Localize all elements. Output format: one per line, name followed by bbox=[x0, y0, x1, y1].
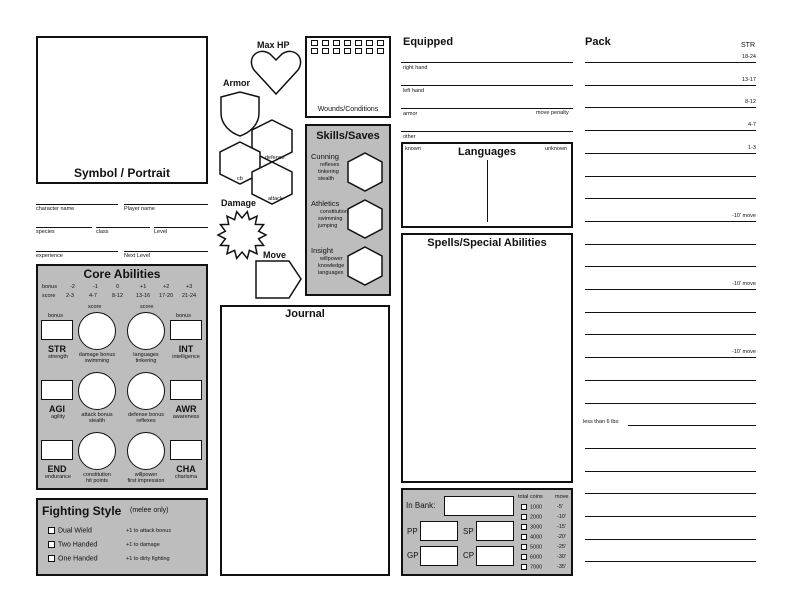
wound-checkbox[interactable] bbox=[333, 40, 340, 46]
score-range: 17-20 bbox=[159, 293, 174, 299]
skill-hex[interactable] bbox=[347, 199, 383, 239]
str-range: 13-17 bbox=[741, 76, 756, 83]
checkbox-icon[interactable] bbox=[48, 555, 55, 562]
checkbox-icon[interactable] bbox=[521, 504, 527, 510]
fighting-style-subtitle: (melee only) bbox=[130, 507, 169, 514]
languages-divider bbox=[487, 160, 488, 222]
pack-move-penalty: -10' move bbox=[732, 212, 756, 219]
bank-move-header: move bbox=[555, 494, 569, 500]
pack-line[interactable] bbox=[585, 107, 756, 108]
fighting-style-option[interactable] bbox=[48, 555, 98, 562]
ability-abbr: INT bbox=[178, 344, 194, 354]
checkbox-icon[interactable] bbox=[48, 527, 55, 534]
pack-line[interactable] bbox=[585, 244, 756, 245]
pack-line[interactable] bbox=[585, 539, 756, 540]
wounds-label: Wounds/Conditions bbox=[317, 106, 379, 113]
gp-input[interactable] bbox=[420, 546, 458, 566]
ability-score-circle[interactable] bbox=[78, 432, 116, 470]
pack-line[interactable] bbox=[585, 198, 756, 199]
skill-item: swimming bbox=[318, 216, 343, 222]
core-abilities-title: Core Abilities bbox=[83, 267, 161, 281]
hex-attack-label: attack bbox=[268, 196, 283, 202]
ability-abbr: AWR bbox=[175, 404, 197, 414]
ability-name: endurance bbox=[45, 474, 71, 480]
ability-bonus-box[interactable] bbox=[41, 380, 73, 400]
bonus-value: 0 bbox=[116, 284, 120, 290]
score-range: 2-3 bbox=[66, 293, 74, 299]
coin-move: -35' bbox=[557, 564, 566, 570]
ability-abbr: END bbox=[47, 464, 67, 474]
pack-line[interactable] bbox=[628, 425, 756, 426]
sp-label: SP bbox=[463, 527, 474, 536]
species-label: species bbox=[36, 229, 55, 235]
coin-move: -20' bbox=[557, 534, 566, 540]
level-line[interactable] bbox=[154, 227, 208, 228]
str-range: 18-24 bbox=[741, 54, 756, 60]
fighting-style-title: Fighting Style bbox=[42, 504, 122, 518]
checkbox-icon[interactable] bbox=[521, 544, 527, 550]
ability-name: strength bbox=[48, 354, 68, 360]
bank-coin-row[interactable] bbox=[521, 504, 542, 510]
pack-line[interactable] bbox=[585, 62, 756, 63]
pack-line[interactable] bbox=[585, 561, 756, 562]
wound-checkbox[interactable] bbox=[344, 48, 351, 54]
bank-coin-row[interactable] bbox=[521, 564, 542, 570]
pack-line[interactable] bbox=[585, 153, 756, 154]
pack-line[interactable] bbox=[585, 471, 756, 472]
checkbox-icon[interactable] bbox=[521, 554, 527, 560]
ability-bonus-box[interactable] bbox=[170, 320, 202, 340]
languages-title: Languages bbox=[457, 146, 517, 158]
wound-checkbox[interactable] bbox=[366, 40, 373, 46]
checkbox-icon[interactable] bbox=[521, 564, 527, 570]
ability-abbr: AGI bbox=[48, 404, 65, 414]
pack-line[interactable] bbox=[585, 516, 756, 517]
player-name-label: Player name bbox=[124, 206, 155, 212]
skill-group-name: Insight bbox=[311, 246, 334, 255]
ability-score-circle[interactable] bbox=[78, 372, 116, 410]
ability-score-circle[interactable] bbox=[127, 372, 165, 410]
hex-cb-label: cb bbox=[237, 176, 243, 182]
skill-group-name: Cunning bbox=[311, 152, 339, 161]
pp-input[interactable] bbox=[420, 521, 458, 541]
score-range: 8-12 bbox=[112, 293, 124, 299]
languages-known: known bbox=[405, 146, 421, 152]
ability-score-circle[interactable] bbox=[78, 312, 116, 350]
skill-item: constitution bbox=[320, 209, 348, 215]
portrait-title: Symbol / Portrait bbox=[73, 166, 171, 180]
bank-label: In Bank: bbox=[406, 501, 436, 510]
ability-bonus-box[interactable] bbox=[170, 380, 202, 400]
bank-coin-row[interactable] bbox=[521, 524, 542, 530]
ability-skill: first impression bbox=[127, 478, 165, 484]
pack-line[interactable] bbox=[585, 448, 756, 449]
str-range: 4-7 bbox=[748, 122, 756, 129]
bank-input[interactable] bbox=[444, 496, 514, 516]
sp-input[interactable] bbox=[476, 521, 514, 541]
ability-skill: languages bbox=[133, 352, 159, 358]
ability-name: intelligence bbox=[172, 354, 200, 360]
wound-checkbox[interactable] bbox=[311, 48, 318, 54]
skill-item: jumping bbox=[318, 223, 338, 229]
bonus-col-header-2: bonus bbox=[176, 313, 191, 319]
spells-box[interactable] bbox=[401, 233, 573, 483]
coin-move: -15' bbox=[557, 524, 566, 530]
pack-title: Pack bbox=[585, 36, 611, 48]
ability-skill: reflexes bbox=[136, 418, 156, 424]
ability-abbr: STR bbox=[48, 344, 66, 354]
equipped-slot-line[interactable] bbox=[401, 108, 573, 109]
pack-line[interactable] bbox=[585, 493, 756, 494]
equipped-slot-line[interactable] bbox=[401, 62, 573, 63]
ability-skill: constitution bbox=[83, 472, 111, 478]
skill-item: stealth bbox=[318, 176, 335, 182]
fighting-style-effect: +1 to damage bbox=[126, 542, 160, 548]
score-row-label: score bbox=[42, 293, 56, 299]
bank-coin-row[interactable] bbox=[521, 554, 542, 560]
score-range: 13-16 bbox=[136, 293, 151, 299]
score-range: 21-24 bbox=[182, 293, 197, 299]
class-line[interactable] bbox=[96, 227, 150, 228]
checkbox-icon[interactable] bbox=[521, 514, 527, 520]
experience-label: experience bbox=[36, 253, 63, 259]
equipped-slot-line[interactable] bbox=[401, 131, 573, 132]
wound-checkbox[interactable] bbox=[322, 40, 329, 46]
pack-line[interactable] bbox=[585, 130, 756, 131]
journal-title: Journal bbox=[285, 308, 325, 320]
bonus-value: +1 bbox=[140, 284, 147, 290]
checkbox-icon[interactable] bbox=[521, 534, 527, 540]
level-label: Level bbox=[154, 229, 168, 235]
coin-move: -10' bbox=[557, 514, 566, 520]
ability-skill: tinkering bbox=[135, 358, 157, 364]
ability-abbr: CHA bbox=[176, 464, 196, 474]
species-line[interactable] bbox=[36, 227, 92, 228]
max-hp-label: Max HP bbox=[257, 40, 290, 50]
heart-icon[interactable] bbox=[250, 48, 302, 96]
ability-skill: attack bonus bbox=[81, 412, 113, 418]
coin-count: 3000 bbox=[530, 524, 543, 531]
bonus-value: +3 bbox=[186, 284, 193, 290]
journal-box[interactable] bbox=[220, 305, 390, 576]
fighting-style-name: One Handed bbox=[58, 555, 98, 563]
wound-checkbox[interactable] bbox=[377, 48, 384, 54]
pack-line[interactable] bbox=[585, 380, 756, 381]
ability-score-circle[interactable] bbox=[127, 312, 165, 350]
hex-cluster[interactable] bbox=[218, 118, 302, 204]
pack-move-penalty: -10' move bbox=[732, 281, 756, 287]
coin-count: 1000 bbox=[530, 504, 543, 511]
equipped-title: Equipped bbox=[403, 36, 454, 48]
wound-checkbox[interactable] bbox=[355, 48, 362, 54]
ability-score-circle[interactable] bbox=[127, 432, 165, 470]
bank-coin-row[interactable] bbox=[521, 514, 542, 520]
bonus-value: -2 bbox=[70, 284, 75, 290]
ability-bonus-box[interactable] bbox=[170, 440, 202, 460]
experience-line[interactable] bbox=[36, 251, 118, 252]
bonus-value: -1 bbox=[93, 284, 98, 290]
total-coins-header: total coins bbox=[518, 494, 543, 500]
wound-checkbox[interactable] bbox=[322, 48, 329, 54]
pp-label: PP bbox=[407, 527, 418, 536]
gp-label: GP bbox=[407, 551, 419, 560]
bonus-row-label: bonus bbox=[42, 284, 57, 290]
cp-input[interactable] bbox=[476, 546, 514, 566]
ability-name: awareness bbox=[172, 414, 200, 420]
wound-checkbox[interactable] bbox=[333, 48, 340, 54]
checkbox-icon[interactable] bbox=[521, 524, 527, 530]
fighting-style-effect: +1 to attack bonus bbox=[126, 528, 172, 534]
hex-defense-label: defense bbox=[265, 155, 285, 161]
fighting-style-effect: +1 to dirty fighting bbox=[126, 556, 170, 562]
character-name-line[interactable] bbox=[36, 204, 118, 205]
fighting-style-name: Two Handed bbox=[58, 541, 98, 549]
fighting-style-option[interactable] bbox=[48, 527, 92, 534]
str-label: STR bbox=[741, 42, 755, 49]
player-name-line[interactable] bbox=[124, 204, 208, 205]
wound-checkbox[interactable] bbox=[377, 40, 384, 46]
armor-label: Armor bbox=[223, 78, 251, 88]
wound-checkbox[interactable] bbox=[344, 40, 351, 46]
wound-checkbox[interactable] bbox=[355, 40, 362, 46]
pack-line[interactable] bbox=[585, 85, 756, 86]
move-penalty-label: move penalty bbox=[536, 110, 569, 116]
fighting-style-option[interactable] bbox=[48, 541, 97, 548]
coin-count: 4000 bbox=[530, 534, 543, 541]
ability-skill: willpower bbox=[134, 472, 158, 478]
next-level-line[interactable] bbox=[124, 251, 208, 252]
coin-move: -5' bbox=[557, 504, 563, 510]
wound-checkbox[interactable] bbox=[366, 48, 373, 54]
coin-count: 2000 bbox=[530, 514, 543, 521]
damage-label: Damage bbox=[221, 198, 257, 208]
coin-move: -30' bbox=[557, 554, 566, 560]
equipped-slot-label: armor bbox=[403, 111, 418, 117]
pack-line[interactable] bbox=[585, 357, 756, 358]
skill-item: reflexes bbox=[320, 162, 340, 168]
pack-line[interactable] bbox=[585, 289, 756, 290]
checkbox-icon[interactable] bbox=[48, 541, 55, 548]
pack-line[interactable] bbox=[585, 176, 756, 177]
fighting-style-name: Dual Wield bbox=[58, 527, 92, 535]
pack-line[interactable] bbox=[585, 312, 756, 313]
skill-hex[interactable] bbox=[347, 246, 383, 286]
equipped-slot-line[interactable] bbox=[401, 85, 573, 86]
equipped-slot-label: other bbox=[403, 134, 416, 140]
ability-name: charisma bbox=[174, 474, 198, 480]
skill-item: languages bbox=[318, 270, 344, 276]
pack-move-penalty: -10' move bbox=[732, 349, 756, 356]
ability-skill: damage bonus bbox=[78, 352, 116, 358]
character-name-label: character name bbox=[36, 206, 75, 212]
score-range: 4-7 bbox=[89, 293, 97, 299]
skill-item: knowledge bbox=[318, 263, 345, 269]
str-range: 8-12 bbox=[744, 99, 756, 106]
skill-item: tinkering bbox=[318, 169, 339, 175]
small-items-label: less than 6 lbs: bbox=[583, 419, 620, 426]
score-col-header: score bbox=[88, 304, 102, 310]
coin-count: 6000 bbox=[530, 554, 543, 561]
move-arrow-icon[interactable] bbox=[255, 260, 303, 300]
move-label: Move bbox=[263, 250, 287, 260]
pack-line[interactable] bbox=[585, 403, 756, 404]
ability-bonus-box[interactable] bbox=[41, 440, 73, 460]
spells-title: Spells/Special Abilities bbox=[427, 237, 547, 249]
bank-coin-row[interactable] bbox=[521, 544, 542, 550]
ability-skill: hit points bbox=[85, 478, 108, 484]
equipped-slot-label: right hand bbox=[403, 65, 428, 71]
pack-line[interactable] bbox=[585, 334, 756, 335]
skill-hex[interactable] bbox=[347, 152, 383, 192]
bank-coin-row[interactable] bbox=[521, 534, 542, 540]
coin-move: -25' bbox=[557, 544, 566, 550]
portrait-box[interactable] bbox=[36, 36, 208, 184]
bonus-value: +2 bbox=[163, 284, 170, 290]
str-range: 1-3 bbox=[748, 144, 756, 151]
ability-skill: swimming bbox=[84, 358, 110, 364]
score-col-header-2: score bbox=[140, 304, 154, 310]
pack-line[interactable] bbox=[585, 221, 756, 222]
ability-name: agility bbox=[50, 414, 66, 420]
class-label: class bbox=[96, 229, 109, 235]
cp-label: CP bbox=[463, 551, 475, 560]
next-level-label: Next Level bbox=[124, 253, 150, 259]
bonus-col-header: bonus bbox=[48, 313, 63, 319]
skill-item: willpower bbox=[320, 256, 343, 262]
ability-bonus-box[interactable] bbox=[41, 320, 73, 340]
pack-line[interactable] bbox=[585, 266, 756, 267]
skills-title: Skills/Saves bbox=[316, 130, 380, 142]
coin-count: 5000 bbox=[530, 544, 543, 551]
languages-unknown: unknown bbox=[545, 146, 568, 152]
starburst-icon[interactable] bbox=[216, 210, 268, 260]
wound-checkbox[interactable] bbox=[311, 40, 318, 46]
skill-group-name: Athletics bbox=[311, 199, 340, 208]
ability-skill: stealth bbox=[88, 418, 106, 424]
ability-skill: defense bonus bbox=[127, 412, 165, 418]
equipped-slot-label: left hand bbox=[403, 88, 425, 94]
coin-count: 7000 bbox=[530, 564, 543, 571]
